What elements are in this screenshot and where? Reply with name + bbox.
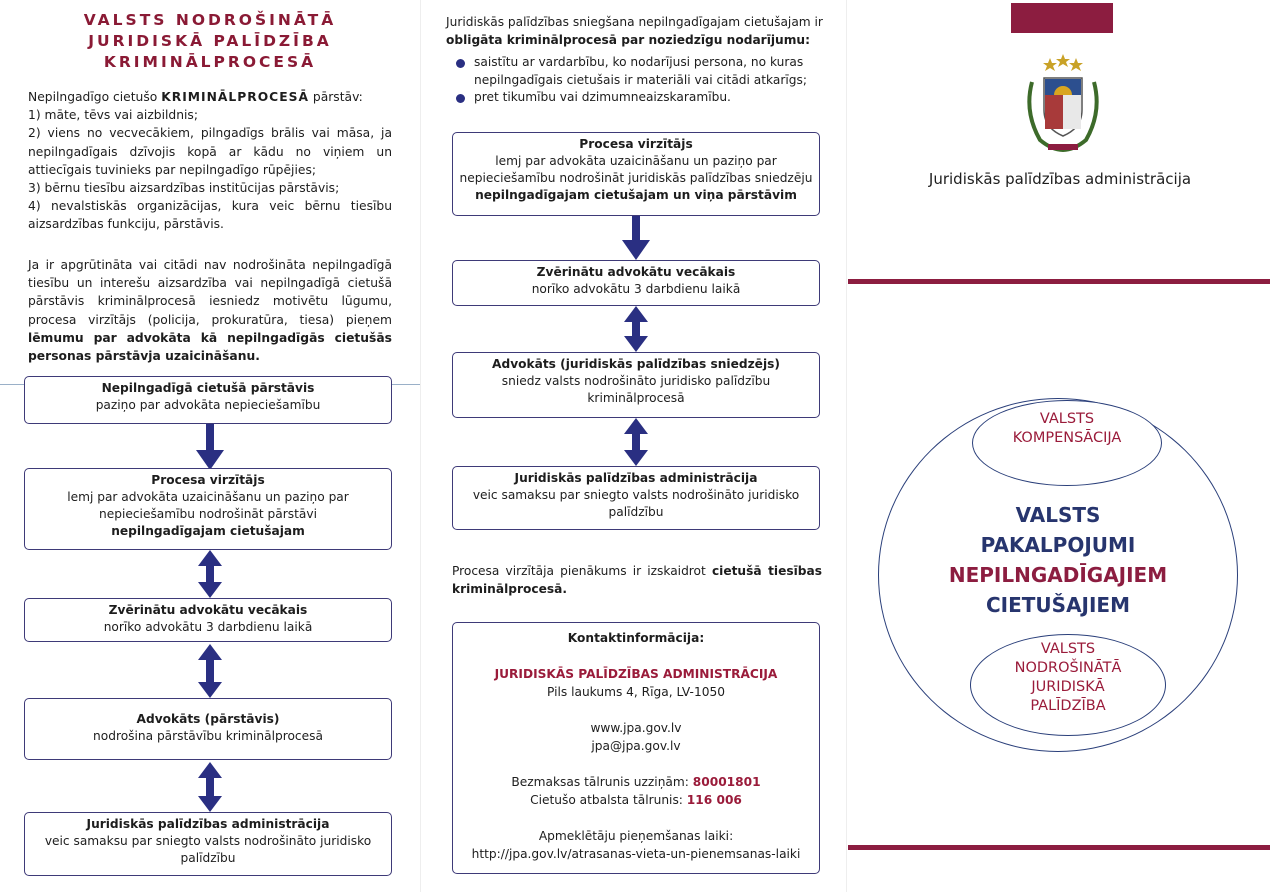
bullet-list	[456, 54, 826, 107]
flow-box-administration: Juridiskās palīdzības administrācija veic samaksu par sniegto valsts nodrošināto juridisko palīdzību	[24, 812, 392, 876]
flow-box-process-leader: Procesa virzītājs lemj par advokāta uzaicināšanu un paziņo par nepieciešamību nodrošināt pārstāvi nepilngadīgajam cietušajam	[24, 468, 392, 550]
list-item: 2) viens no vecvecākiem, pilngadīgs brālis vai māsa, ja nepilngadīgais dzīvojis kopā ar kādu no viņiem un attiecīgais tuvinieks par nepilngadīgo rūpējies;	[28, 126, 392, 177]
flow-box-lawyer: Advokāts (juridiskās palīdzības sniedzējs) sniedz valsts nodrošināto juridisko palīdzību kriminālprocesā	[452, 352, 820, 418]
list-item: pret tikumību vai dzimumneaizskaramību.	[456, 89, 826, 107]
contact-box: Kontaktinformācija: JURIDISKĀS PALĪDZĪBAS ADMINISTRĀCIJA Pils laukums 4, Rīga, LV-1050 www.jpa.gov.lv jpa@jpa.gov.lv Bezmaksas tālrunis uzziņām: 80001801 Cietušo atbalsta tālrunis: 116 006 Apmeklētāju pieņemšanas laiki: http://jpa.gov.lv/atrasanas-vieta-un-pienemsanas-laiki	[452, 622, 820, 874]
list-item: 4) nevalstiskās organizācijas, kura veic bērnu tiesību aizsardzības funkciju, pārstāvis.	[28, 199, 392, 232]
flow-box-bar-council: Zvērinātu advokātu vecākais norīko advokātu 3 darbdienu laikā	[452, 260, 820, 306]
legal-aid-label: VALSTS NODROŠINĀTĀ JURIDISKĀ PALĪDZĪBA	[1014, 641, 1122, 714]
flow-box-bar-council: Zvērinātu advokātu vecākais norīko advokātu 3 darbdienu laikā	[24, 598, 392, 642]
brand-bar	[848, 279, 1270, 284]
double-arrow-icon	[190, 644, 230, 698]
center-title: VALSTS PAKALPOJUMI NEPILNGADĪGAJIEM CIETUŠAJIEM	[948, 503, 1168, 617]
double-arrow-icon	[190, 550, 230, 598]
flow-box-administration: Juridiskās palīdzības administrācija veic samaksu par sniegto valsts nodrošināto juridisko palīdzību	[452, 466, 820, 530]
phone-number: 80001801	[692, 775, 761, 789]
email-link[interactable]: jpa@jpa.gov.lv	[591, 739, 681, 753]
hours-link[interactable]: http://jpa.gov.lv/atrasanas-vieta-un-pienemsanas-laiki	[471, 847, 801, 861]
column-divider	[420, 0, 421, 892]
arrow-down-icon	[190, 424, 230, 472]
flag-block	[1011, 3, 1113, 33]
left-title: VALSTS NODROŠINĀTĀ JURIDISKĀ PALĪDZĪBA KRIMINĀLPROCESĀ	[83, 11, 337, 71]
left-intro: Nepilngadīgo cietušo KRIMINĀLPROCESĀ pārstāv: 1) māte, tēvs vai aizbildnis; 2) viens no vecvecākiem, pilngadīgs brālis vai māsa, ja nepilngadīgais dzīvojis kopā ar kādu no viņiem un attiecīgais tuvinieks par nepilngadīgo rūpējies; 3) bērnu tiesību aizsardzības institūcijas pārstāvis; 4) nevalstiskās organizācijas, kura veic bērnu tiesību aizsardzības funkciju, pārstāvis.	[28, 88, 392, 234]
arrow-down-icon	[616, 216, 656, 262]
double-arrow-icon	[616, 418, 656, 466]
list-item: 1) māte, tēvs vai aizbildnis;	[28, 108, 198, 123]
double-arrow-icon	[190, 762, 230, 812]
left-paragraph: Ja ir apgrūtināta vai citādi nav nodrošināta nepilngadīgā tiesību un interešu aizsardzība vai nepilngadīgā cietušā pārstāvis kriminālprocesā iesniedz motivētu lūgumu, procesa virzītājs (policija, prokuratūra, tiesa) pieņem lēmumu par advokāta kā nepilngadīgās cietušās personas pārstāvja uzaicināšanu.	[28, 258, 392, 364]
compensation-label: VALSTS KOMPENSĀCIJA	[1012, 411, 1122, 446]
list-item: 3) bērnu tiesību aizsardzības institūcijas pārstāvis;	[28, 181, 340, 196]
flow-box-lawyer: Advokāts (pārstāvis) nodrošina pārstāvību kriminālprocesā	[24, 698, 392, 760]
middle-intro: Juridiskās palīdzības sniegšana nepilngadīgajam cietušajam ir obligāta kriminālprocesā par noziedzīgu nodarījumu:	[446, 15, 823, 47]
duty-paragraph: Procesa virzītāja pienākums ir izskaidrot cietušā tiesības kriminālprocesā.	[452, 564, 822, 596]
agency-name: Juridiskās palīdzības administrācija	[928, 170, 1192, 188]
list-item: saistītu ar vardarbību, ko nodarījusi persona, no kuras nepilngadīgais cietušais ir materiāli vai citādi atkarīgs;	[456, 54, 826, 89]
flow-box-representative: Nepilngadīgā cietušā pārstāvis paziņo par advokāta nepieciešamību	[24, 376, 392, 424]
support-number: 116 006	[686, 793, 742, 807]
double-arrow-icon	[616, 306, 656, 352]
column-divider	[846, 0, 847, 892]
flow-box-process-leader: Procesa virzītājs lemj par advokāta uzaicināšanu un paziņo par nepieciešamību nodrošināt juridiskās palīdzības sniedzēju nepilngadīgajam cietušajam un viņa pārstāvim	[452, 132, 820, 216]
website-link[interactable]: www.jpa.gov.lv	[590, 721, 682, 735]
brand-bar	[848, 845, 1270, 850]
coat-of-arms-icon	[1022, 52, 1104, 158]
